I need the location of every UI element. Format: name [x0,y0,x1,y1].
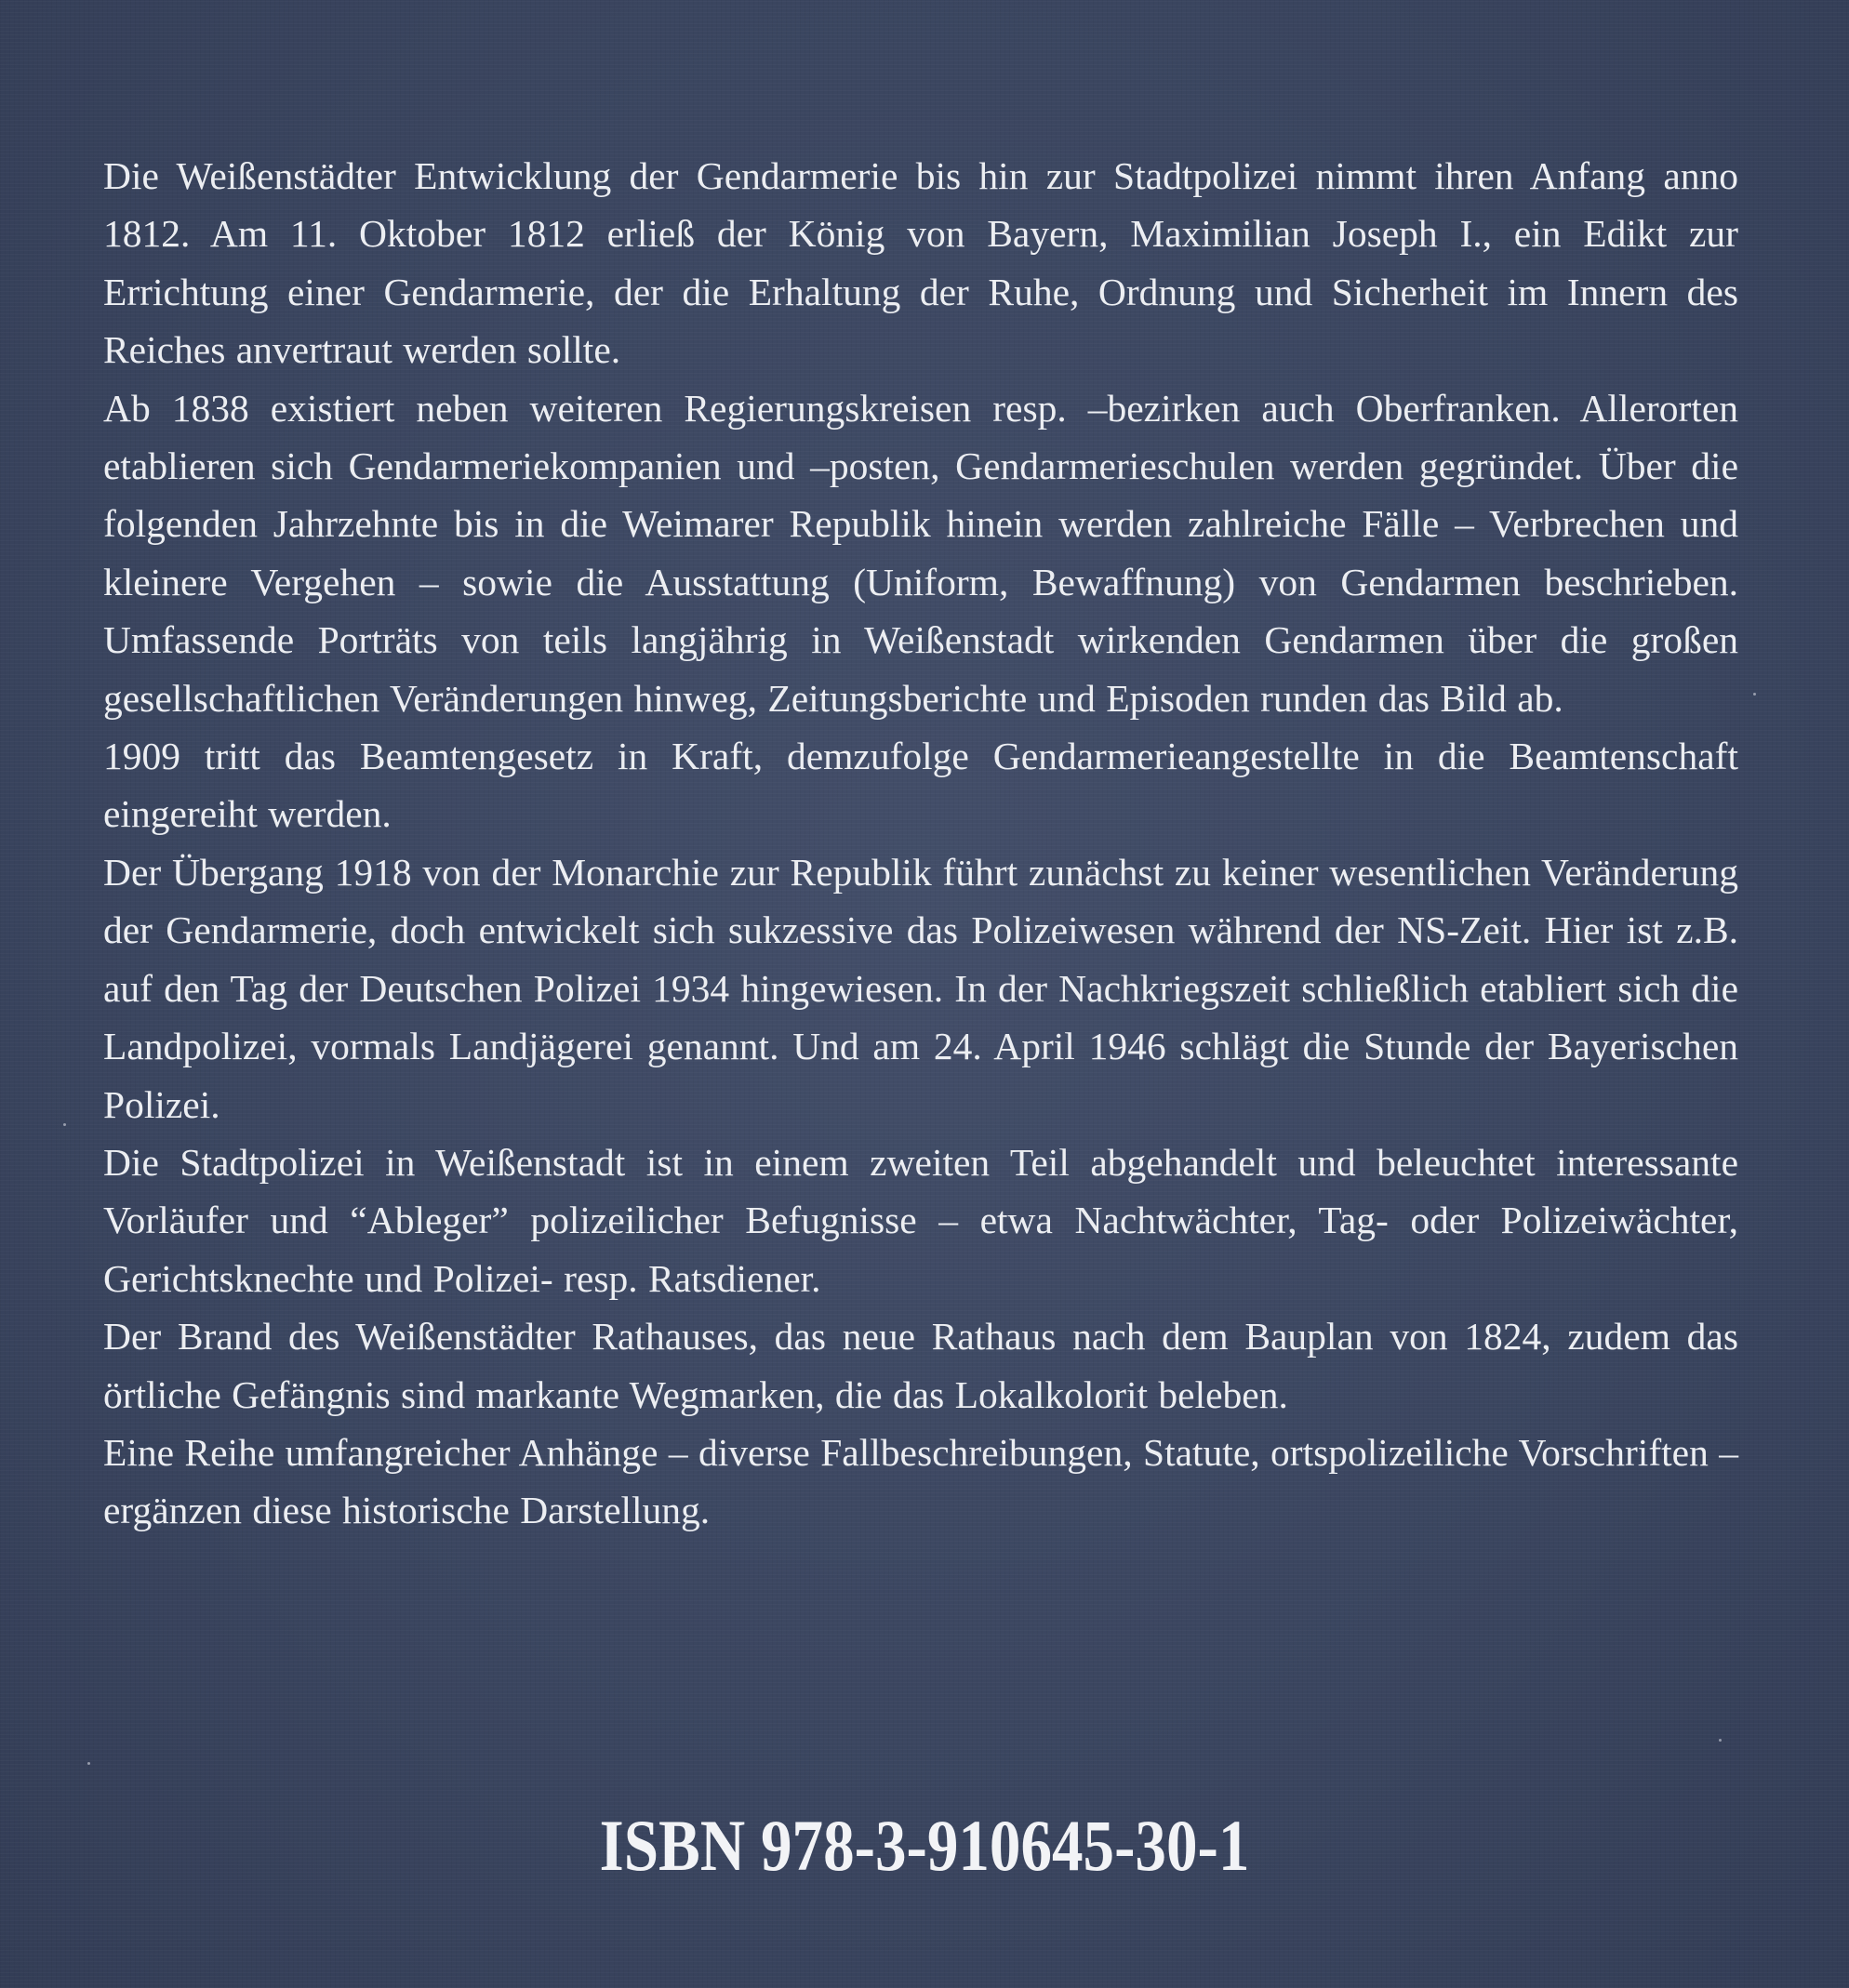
blurb-text [103,147,1738,1540]
paragraph-stadtpolizei: Die Stadtpolizei in Weißenstadt ist in einem zweiten Teil abgehandelt und beleuchtet interessante Vorläufer und “Ableger” polizeilicher Befugnisse – etwa Nachtwächter, Tag- oder Polizeiwächter, Gerichtsknechte und Polizei- resp. Ratsdiener. [103,1140,1738,1300]
paragraph-republik: Der Übergang 1918 von der Monarchie zur Republik führt zunächst zu keiner wesentlichen Veränderung der Gendarmerie, doch entwickelt sich sukzessive das Polizeiwesen während der NS-Zeit. Hier ist z.B. auf den Tag der Deutschen Polizei 1934 hingewiesen. In der Nachkriegszeit schließlich etabliert sich die Landpolizei, vormals Landjägerei genannt. Und am 24. April 1946 schlägt die Stunde der Bayerischen Polizei. [103,850,1738,1126]
paragraph-rathaus: Der Brand des Weißenstädter Rathauses, das neue Rathaus nach dem Bauplan von 1824, zudem das örtliche Gefängnis sind markante Wegmarken, die das Lokalkolorit beleben. [103,1315,1738,1416]
paper-speck [1753,693,1756,696]
paragraph-intro: Die Weißenstädter Entwicklung der Gendarmerie bis hin zur Stadtpolizei nimmt ihren Anfang anno 1812. Am 11. Oktober 1812 erließ der König von Bayern, Maximilian Joseph I., ein Edikt zur Errichtung einer Gendarmerie, der die Erhaltung der Ruhe, Ordnung und Sicherheit im Innern des Reiches anvertraut werden sollte. [103,154,1738,372]
paper-speck [1719,1739,1722,1742]
paragraph-anhaenge: Eine Reihe umfangreicher Anhänge – diverse Fallbeschreibungen, Statute, ortspolizeiliche Vorschriften – ergänzen diese historische Darstellung. [103,1430,1738,1532]
paragraph-beamtengesetz: 1909 tritt das Beamtengesetz in Kraft, demzufolge Gendarmerieangestellte in die Beamtenschaft eingereiht werden. [103,735,1738,836]
isbn-number: ISBN 978-3-910645-30-1 [599,1805,1250,1886]
paragraph-oberfranken: Ab 1838 existiert neben weiteren Regierungskreisen resp. –bezirken auch Oberfranken. Allerorten etablieren sich Gendarmeriekompanien und –posten, Gendarmerieschulen werden gegründet. Über die folgenden Jahrzehnte bis in die Weimarer Republik hinein werden zahlreiche Fälle – Verbrechen und kleinere Vergehen – sowie die Ausstattung (Uniform, Bewaffnung) von Gendarmen beschrieben. Umfassende Porträts von teils langjährig in Weißenstadt wirkenden Gendarmen über die großen gesellschaftlichen Veränderungen hinweg, Zeitungsberichte und Episoden runden das Bild ab. [103,386,1738,720]
paper-speck [87,1762,90,1765]
paper-speck [63,1123,66,1126]
